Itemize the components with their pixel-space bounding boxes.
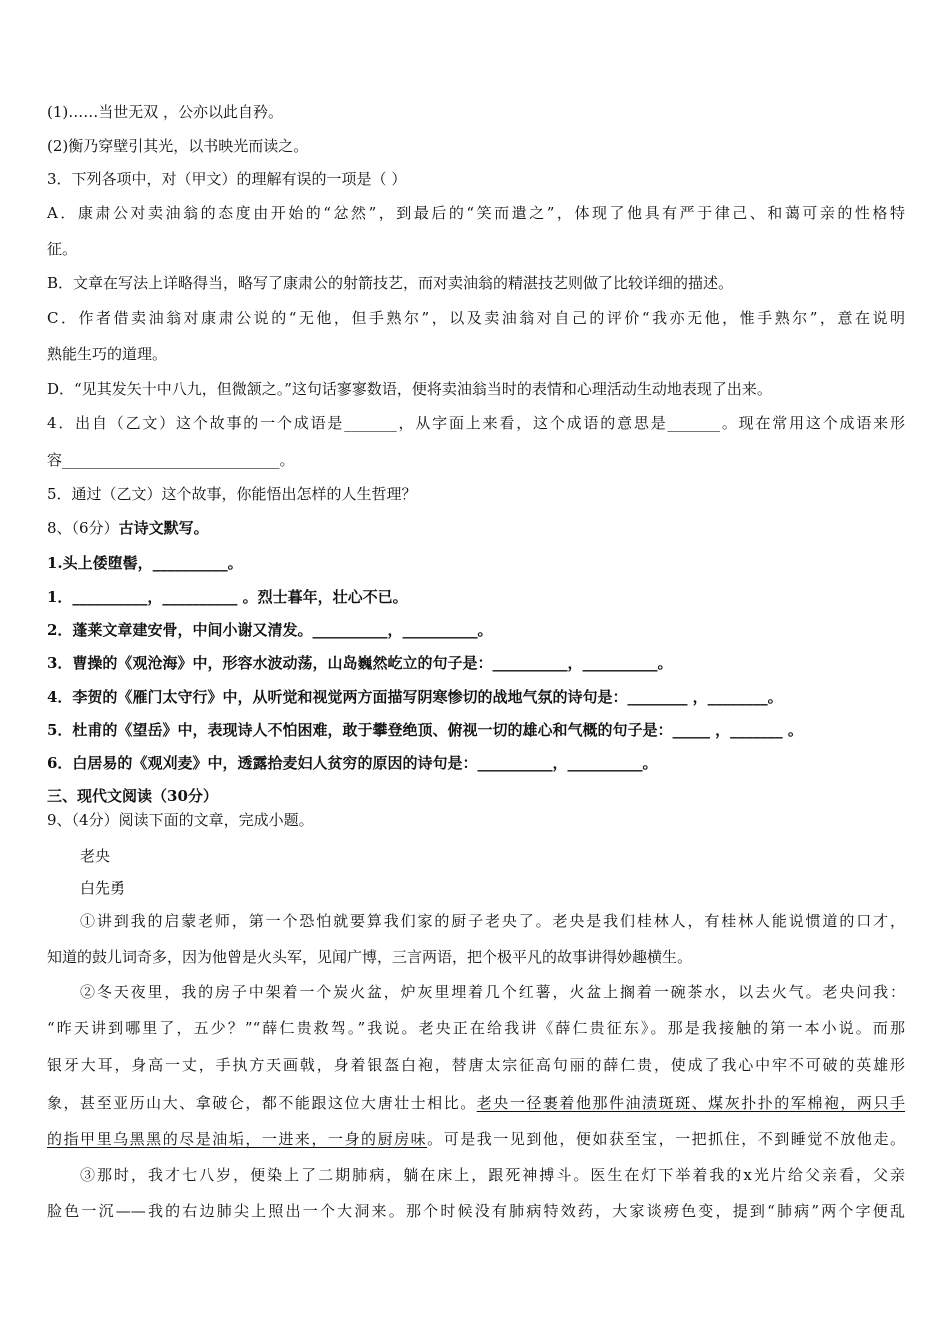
underlined-text: 的指甲里乌黑黑的尽是油垢，一进来，一身的厨房味	[47, 1130, 428, 1148]
question-8-title: 古诗文默写。	[118, 519, 209, 537]
question-4-cont: 容_____________________________。	[47, 451, 295, 469]
paragraph-line: ①讲到我的启蒙老师，第一个恐怕就要算我们家的厨子老央了。老央是我们桂林人，有桂林人能说惯道的口才，	[80, 912, 905, 930]
text-line: (1)……当世无双 ，公亦以此自矜。	[47, 103, 284, 121]
recite-item: 5．杜甫的《望岳》中，表现诗人不怕困难，敢于攀登绝顶、俯视一切的雄心和气概的句子是：_____ ，_______ 。	[47, 721, 803, 739]
option-a-cont: 征。	[47, 240, 78, 258]
paragraph-line: 脸色一沉——我的右边肺尖上照出一个大洞来。那个时候没有肺病特效药，大家谈痨色变，提到“肺病”两个字便乱	[47, 1202, 905, 1220]
paragraph-line	[47, 1093, 905, 1113]
question-8-score: 8、（6分）	[47, 519, 119, 537]
option-c-cont: 熟能生巧的道理。	[47, 345, 168, 363]
underlined-text: 老央一径裹着他那件油渍斑斑、煤灰扑扑的军棉袍，两只手	[476, 1094, 905, 1112]
paragraph-line: “昨天讲到哪里了，五少？”“薛仁贵救驾。”我说。老央正在给我讲《薛仁贵征东》。那是我接触的第一本小说。而那	[47, 1019, 905, 1037]
paragraph-line: ③那时，我才七八岁，便染上了二期肺病，躺在床上，跟死神搏斗。医生在灯下举着我的x光片给父亲看，父亲	[80, 1166, 905, 1184]
question-9: 9、（4分）阅读下面的文章，完成小题。	[47, 811, 314, 829]
option-c: C．作者借卖油翁对康肃公说的“无他，但手熟尔”，以及卖油翁对自己的评价“我亦无他，惟手熟尔”，意在说明	[47, 309, 905, 327]
question-3: 3．下列各项中，对（甲文）的理解有误的一项是（ ）	[47, 170, 407, 188]
plain-text: 。可是我一见到他，便如获至宝，一把抓住，不到睡觉不放他走。	[427, 1130, 905, 1148]
recite-item: 2．蓬莱文章建安骨，中间小谢又清发。__________，__________。	[47, 621, 493, 639]
paragraph-line: 银牙大耳，身高一丈，手执方天画戟，身着银盔白袍，替唐太宗征高句丽的薛仁贵，使成了我心中牢不可破的英雄形	[47, 1056, 905, 1074]
recite-item: 3．曹操的《观沧海》中，形容水波动荡，山岛巍然屹立的句子是：__________，__________。	[47, 654, 673, 672]
text-line: (2)衡乃穿壁引其光，以书映光而读之。	[47, 137, 309, 155]
paragraph-line: ②冬天夜里，我的房子中架着一个炭火盆，炉灰里埋着几个红薯，火盆上搁着一碗茶水，以去火气。老央问我：	[80, 983, 905, 1001]
question-4: 4．出自（乙文）这个故事的一个成语是_______，从字面上来看，这个成语的意思是_______。现在常用这个成语来形	[47, 414, 905, 432]
option-a: A．康肃公对卖油翁的态度由开始的“忿然”，到最后的“笑而遣之”，体现了他具有严于律己、和蔼可亲的性格特	[47, 204, 905, 222]
article-author: 白先勇	[80, 879, 126, 897]
recite-item: 4．李贺的《雁门太守行》中，从听觉和视觉两方面描写阴寒惨切的战地气氛的诗句是：________ ，________。	[47, 688, 783, 706]
question-5: 5．通过（乙文）这个故事，你能悟出怎样的人生哲理？	[47, 485, 417, 503]
option-b: B．文章在写法上详略得当，略写了康肃公的射箭技艺，而对卖油翁的精湛技艺则做了比较详细的描述。	[47, 274, 734, 292]
paragraph-line	[47, 1129, 905, 1149]
paragraph-line: 知道的鼓儿词奇多，因为他曾是火头军，见闻广博，三言两语，把个极平凡的故事讲得妙趣横生。	[47, 948, 693, 966]
section-heading: 三、现代文阅读（30分）	[47, 787, 218, 805]
recite-item: 6．白居易的《观刈麦》中，透露拾麦妇人贫穷的原因的诗句是：__________，__________。	[47, 754, 658, 772]
article-title: 老央	[80, 847, 111, 865]
recite-item: 1.头上倭堕髻，__________。	[47, 554, 243, 572]
option-d: D．“见其发矢十中八九，但微颔之。”这句话寥寥数语，便将卖油翁当时的表情和心理活动生动地表现了出来。	[47, 380, 772, 398]
plain-text: 象，甚至亚历山大、拿破仑，都不能跟这位大唐壮士相比。	[47, 1094, 477, 1112]
question-8-heading	[47, 518, 905, 538]
recite-item: 1．__________，__________ 。烈士暮年，壮心不已。	[47, 588, 408, 606]
